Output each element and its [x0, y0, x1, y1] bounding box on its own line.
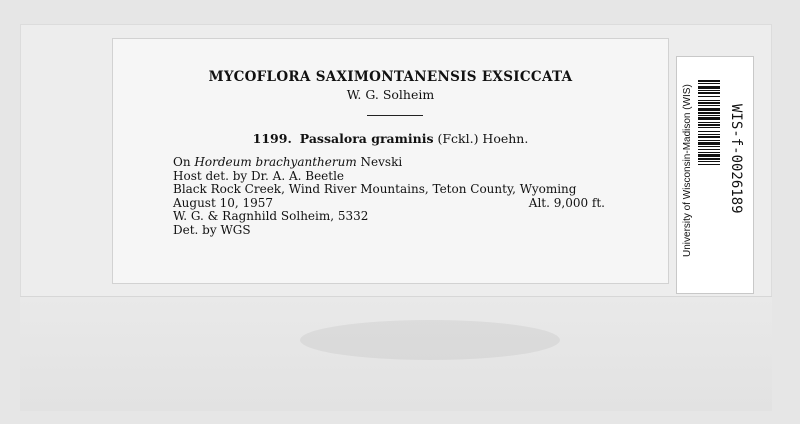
locality-line: Black Rock Creek, Wind River Mountains, Teton County, Wyoming [173, 182, 577, 196]
collectors-line: W. G. & Ragnhild Solheim, 5332 [173, 209, 369, 223]
background-stain [300, 320, 560, 360]
host-name: Hordeum brachyantherum [194, 155, 357, 169]
altitude: Alt. 9,000 ft. [528, 195, 605, 210]
specimen-taxon: Passalora graminis [299, 131, 434, 146]
host-author: Nevski [360, 155, 403, 169]
date-line [173, 197, 603, 211]
specimen-authority: (Fckl.) Hoehn. [437, 131, 529, 146]
collection-date: August 10, 1957 [173, 195, 274, 210]
host-prefix: On [173, 155, 191, 169]
barcode-institution: University of Wisconsin-Madison (WIS) [682, 84, 693, 258]
host-line [173, 156, 603, 170]
barcode-bars [698, 80, 720, 240]
barcode-id: WIS-f-0026189 [728, 104, 744, 214]
specimen-name-line [113, 131, 668, 146]
label-details [173, 156, 603, 237]
specimen-number: 1199. [252, 131, 292, 146]
label-author: W. G. Solheim [346, 87, 435, 102]
specimen-label [112, 38, 669, 284]
divider-rule [367, 115, 423, 116]
label-title: MYCOFLORA SAXIMONTANENSIS EXSICCATA [208, 69, 573, 85]
host-det-line: Host det. by Dr. A. A. Beetle [173, 168, 345, 183]
determiner-line: Det. by WGS [173, 222, 251, 237]
